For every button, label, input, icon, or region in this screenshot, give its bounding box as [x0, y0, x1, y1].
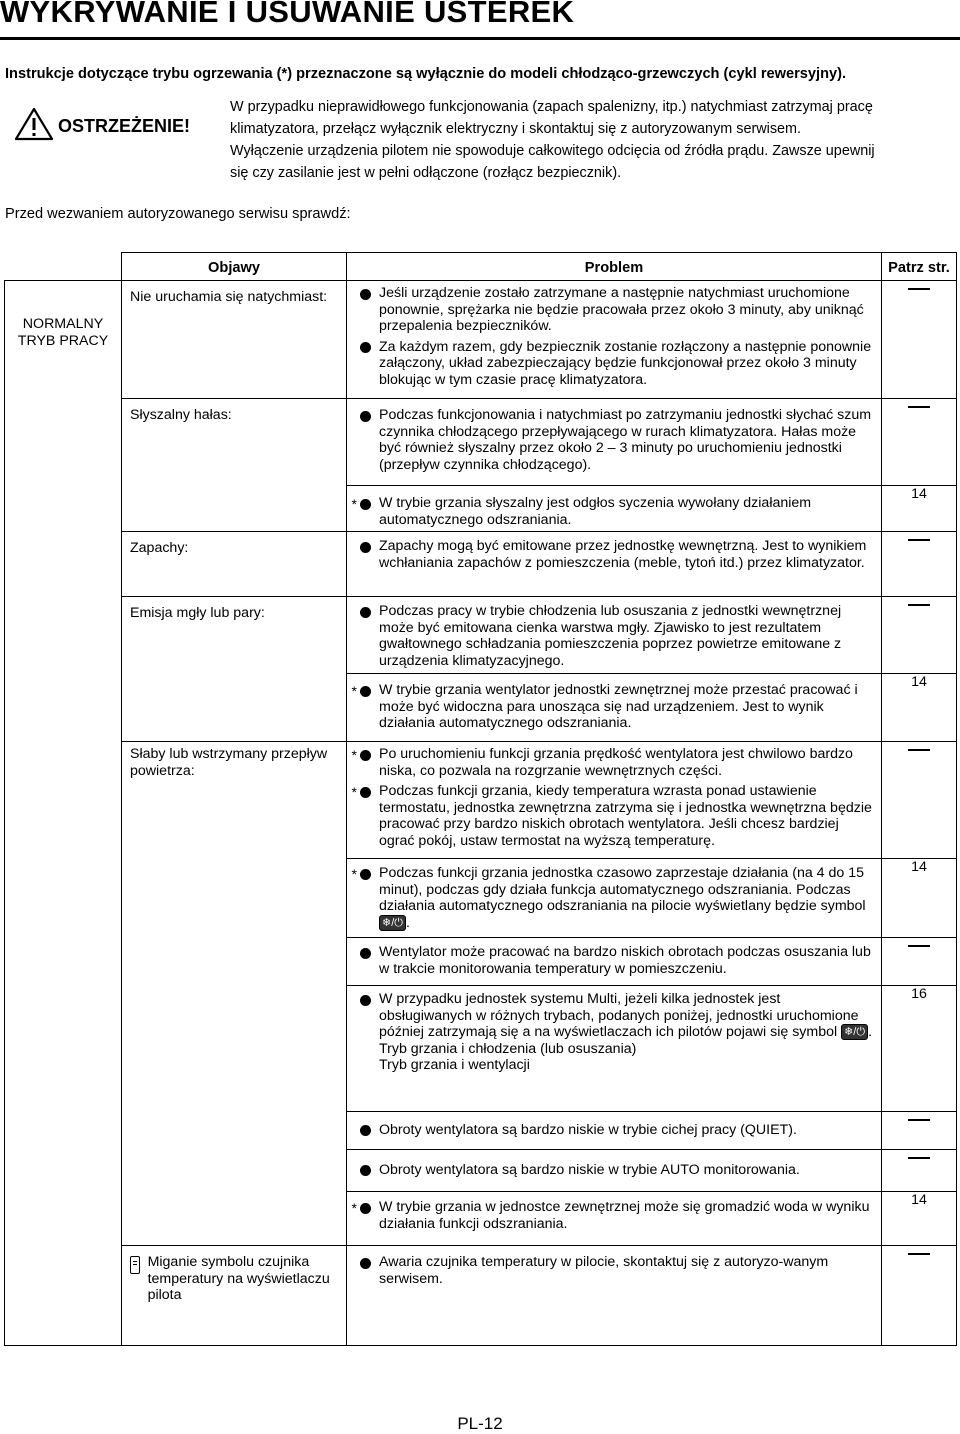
warning-text-line: W przypadku nieprawidłowego funkcjonowania (zapach spalenizny, itp.) natychmiast zatrzymaj pracę — [230, 99, 873, 115]
warning-triangle-icon — [14, 107, 54, 141]
problem-cell: Obroty wentylatora są bardzo niskie w trybie cichej pracy (QUIET). — [347, 1112, 882, 1150]
problem-cell: W przypadku jednostek systemu Multi, jeżeli kilka jednostek jest obsługiwanych w różnych trybach, podanych poniżej, jednostki uruchomione później zatrzymają się a na wyświetlaczach ich pilotów pojawi się symbol ❄/⏻ . Tryb grzania i chłodzenia (lub osuszania) Tryb grzania i wentylacji — [347, 986, 882, 1112]
dash-mark — [908, 539, 930, 541]
temperature-sensor-icon — [130, 1256, 140, 1274]
table-header-row — [5, 253, 957, 281]
dash-mark — [908, 288, 930, 290]
dash-mark — [908, 1253, 930, 1255]
dash-mark — [908, 604, 930, 606]
page-ref-cell: 14 — [882, 1192, 957, 1246]
problem-cell: * Po uruchomieniu funkcji grzania prędkość wentylatora jest chwilowo bardzo niska, co pozwala na rozgrzanie wewnętrznych części. * Podczas funkcji grzania, kiedy temperatura wzrasta ponad ustawienie termostatu, jednostka zewnętrzna zatrzyma się i jednostka wewnętrzna będzie pracować przy bardzo niskich obrotach wentylatora. Jeśli chcesz bardziej ograć pokój, ustaw termostat na wyższą temperaturę. — [347, 742, 882, 859]
bullet-icon — [360, 686, 371, 697]
table-row — [5, 399, 957, 486]
header-page-ref: Patrz str. — [882, 253, 957, 281]
page-ref-cell — [882, 1150, 957, 1192]
table-row — [5, 281, 957, 399]
dash-mark — [908, 945, 930, 947]
page-ref-cell: 14 — [882, 859, 957, 938]
problem-cell: Awaria czujnika temperatury w pilocie, skontaktuj się z autoryzo-wanym serwisem. — [347, 1246, 882, 1346]
problem-cell: * W trybie grzania wentylator jednostki zewnętrznej może przestać pracować i może być widoczna para unosząca się nad urządzeniem. Jest to wynik działania automatycznego odszraniania. — [347, 674, 882, 742]
standby-symbol-icon: ❄/⏻ — [841, 1024, 868, 1040]
page-ref-cell: 14 — [882, 674, 957, 742]
page-ref-cell — [882, 938, 957, 986]
warning-text-line: klimatyzatora, przełącz wyłącznik elektryczny i skontaktuj się z autoryzowanym serwisem. — [230, 121, 802, 137]
symptom-cell: Zapachy: — [122, 532, 347, 597]
symptom-cell: Nie uruchamia się natychmiast: — [122, 281, 347, 399]
page-title: WYKRYWANIE I USUWANIE USTEREK — [0, 0, 575, 29]
page-ref-cell: 14 — [882, 486, 957, 532]
table-row — [5, 597, 957, 674]
bullet-icon — [360, 542, 371, 553]
bullet-icon — [360, 787, 371, 798]
problem-cell: Zapachy mogą być emitowane przez jednostkę wewnętrzną. Jest to wynikiem wchłaniania zapachów z pomieszczenia (meble, tytoń itd.) przez klimatyzator. — [347, 532, 882, 597]
problem-cell: Podczas pracy w trybie chłodzenia lub osuszania z jednostki wewnętrznej może być emitowana cienka warstwa mgły. Zjawisko to jest rezultatem gwałtownego schładzania pomieszczenia poprzez powietrze emitowane z urządzenia klimatyzacyjnego. — [347, 597, 882, 674]
page-ref-cell — [882, 1246, 957, 1346]
troubleshooting-table — [4, 252, 957, 1346]
problem-cell: Jeśli urządzenie zostało zatrzymane a następnie natychmiast uruchomione ponownie, sprężarka nie będzie pracowała przez około 3 minuty, aby uniknąć przepalenia bezpieczników. Za każdym razem, gdy bezpiecznik zostanie rozłączony a następnie ponownie załączony, układ zabezpieczający będzie funkcjonował przez około 3 minuty blokując w tym czasie pracę klimatyzatora. — [347, 281, 882, 399]
table-row — [5, 742, 957, 859]
bullet-icon — [360, 1165, 371, 1176]
page-ref-cell — [882, 597, 957, 674]
symptom-cell: Emisja mgły lub pary: — [122, 597, 347, 742]
title-rule — [0, 37, 960, 40]
dash-mark — [908, 749, 930, 751]
bullet-icon — [360, 1125, 371, 1136]
check-intro: Przed wezwaniem autoryzowanego serwisu sprawdź: — [5, 206, 351, 222]
symptom-cell: Miganie symbolu czujnika temperatury na wyświetlaczu pilota — [122, 1246, 347, 1346]
page-ref-cell — [882, 1112, 957, 1150]
symptom-cell: Słaby lub wstrzymany przepływ powietrza: — [122, 742, 347, 1246]
page-ref-cell — [882, 399, 957, 486]
bullet-icon — [360, 750, 371, 761]
symptom-cell: Słyszalny hałas: — [122, 399, 347, 532]
bullet-icon — [360, 607, 371, 618]
page-number: PL-12 — [457, 1414, 503, 1433]
bullet-icon — [360, 499, 371, 510]
heating-mode-note: Instrukcje dotyczące trybu ogrzewania (*) przeznaczone są wyłącznie do modeli chłodząco-grzewczych (cykl rewersyjny). — [5, 66, 847, 82]
header-symptoms: Objawy — [122, 253, 347, 281]
mode-cell: NORMALNY TRYB PRACY — [5, 281, 122, 1346]
bullet-icon — [360, 948, 371, 959]
bullet-icon — [360, 289, 371, 300]
problem-cell: * Podczas funkcji grzania jednostka czasowo zaprzestaje działania (na 4 do 15 minut), podczas gdy działa funkcja automatycznego odszraniania. Podczas działania automatycznego odszraniania na pilocie wyświetlany będzie symbol ❄/⏻ . — [347, 859, 882, 938]
dash-mark — [908, 406, 930, 408]
table-row — [5, 532, 957, 597]
problem-cell: * W trybie grzania słyszalny jest odgłos syczenia wywołany działaniem automatycznego odszraniania. — [347, 486, 882, 532]
dash-mark — [908, 1157, 930, 1159]
problem-cell: Podczas funkcjonowania i natychmiast po zatrzymaniu jednostki słychać szum czynnika chłodzącego przepływającego w rurach klimatyzatora. Hałas może być również słyszalny przez około 2 – 3 minuty po uruchomieniu jednostki (przepływ czynnika chłodzącego). — [347, 399, 882, 486]
table-row — [5, 1246, 957, 1346]
bullet-icon — [360, 995, 371, 1006]
bullet-icon — [360, 869, 371, 880]
warning-text-line: Wyłączenie urządzenia pilotem nie spowoduje całkowitego odcięcia od źródła prądu. Zawsze upewnij — [230, 143, 875, 159]
problem-cell: * W trybie grzania w jednostce zewnętrznej może się gromadzić woda w wyniku działania funkcji odszraniania. — [347, 1192, 882, 1246]
defrost-symbol-icon: ❄/⏻ — [379, 915, 406, 931]
header-problem: Problem — [347, 253, 882, 281]
bullet-icon — [360, 411, 371, 422]
page-ref-cell — [882, 281, 957, 399]
page-ref-cell — [882, 532, 957, 597]
problem-cell: Wentylator może pracować na bardzo niskich obrotach podczas osuszania lub w trakcie monitorowania temperatury w pomieszczeniu. — [347, 938, 882, 986]
dash-mark — [908, 1119, 930, 1121]
page-ref-cell: 16 — [882, 986, 957, 1112]
problem-cell: Obroty wentylatora są bardzo niskie w trybie AUTO monitorowania. — [347, 1150, 882, 1192]
warning-text-line: się czy zasilanie jest w pełni odłączone (rozłącz bezpiecznik). — [230, 165, 622, 181]
page-ref-cell — [882, 742, 957, 859]
bullet-icon — [360, 1203, 371, 1214]
bullet-icon — [360, 1258, 371, 1269]
bullet-icon — [360, 342, 371, 353]
warning-label: OSTRZEŻENIE! — [58, 116, 191, 136]
